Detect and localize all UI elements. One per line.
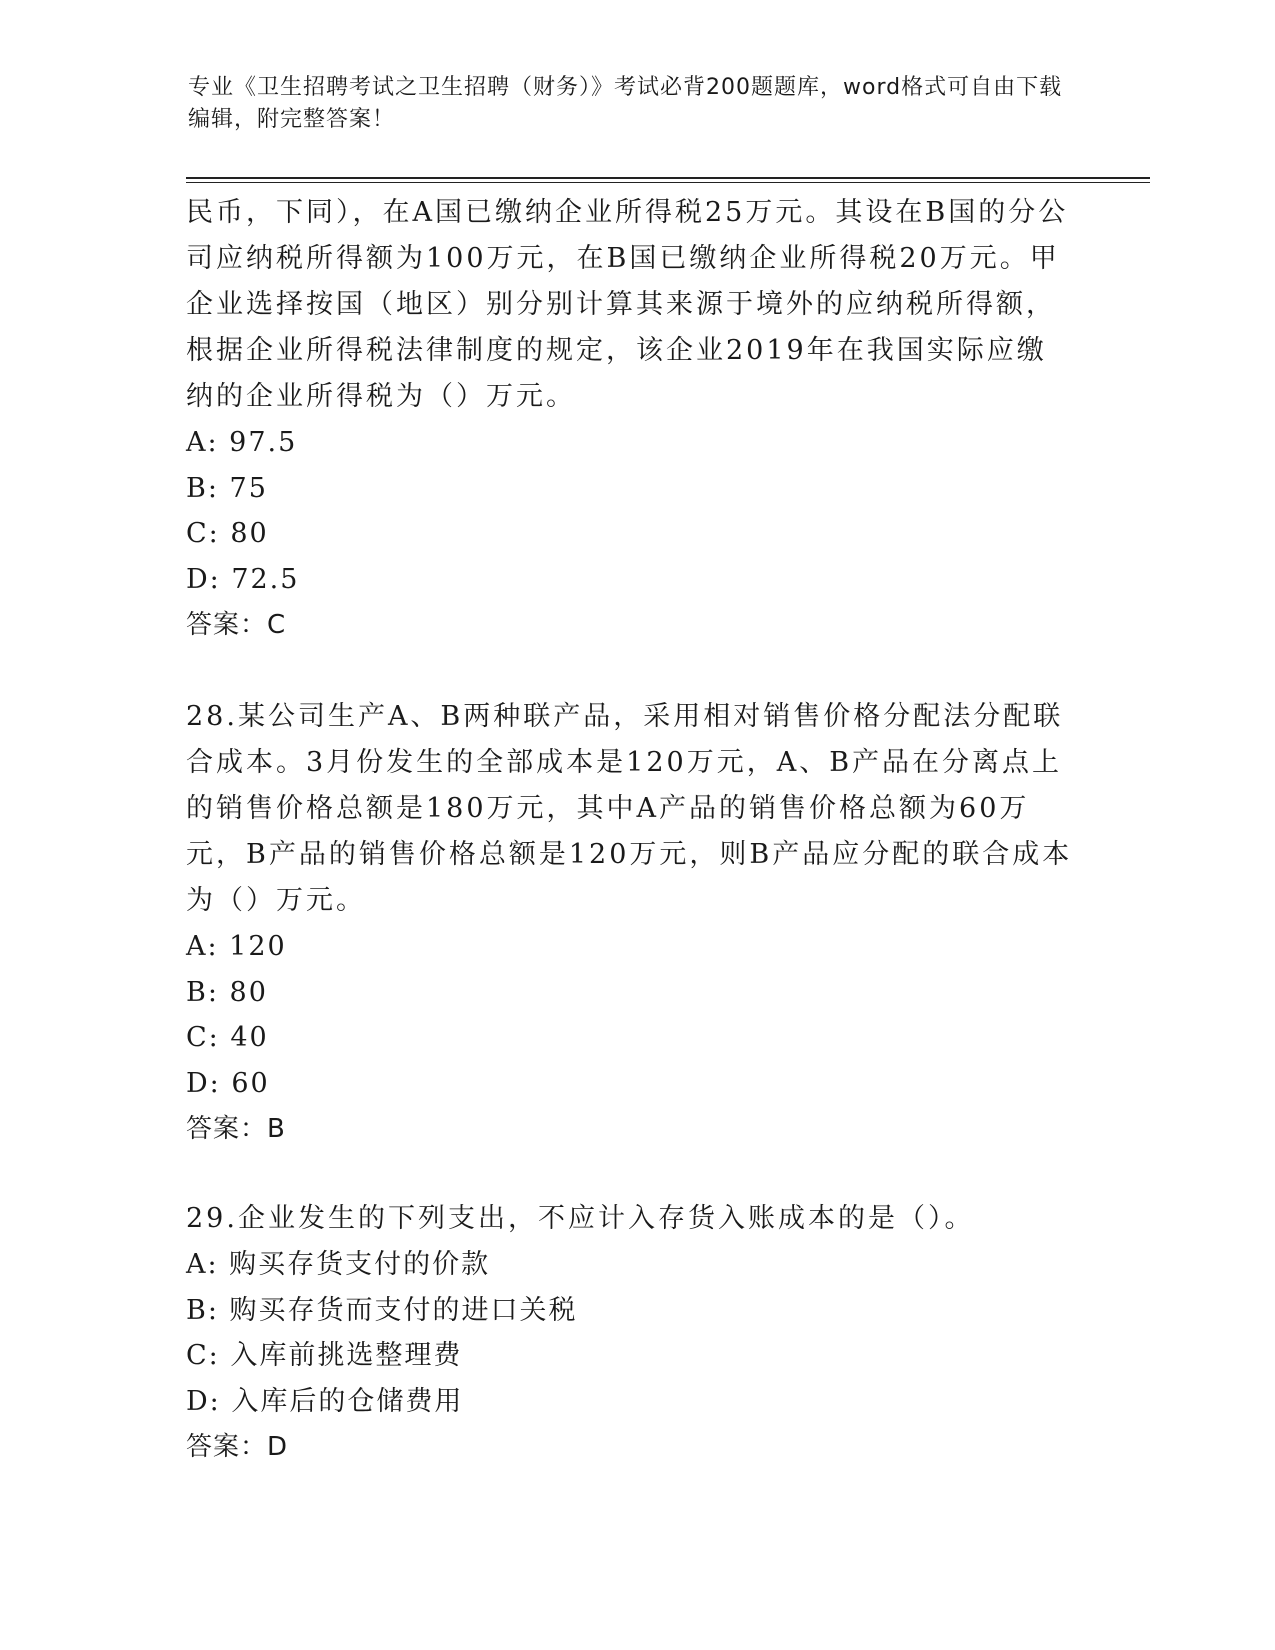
question-27-option-b: B: 75 xyxy=(186,472,268,504)
question-27-answer: 答案：C xyxy=(186,610,287,640)
question-28-answer: 答案：B xyxy=(186,1114,286,1144)
question-29-option-a: A: 购买存货支付的价款 xyxy=(186,1249,491,1280)
question-28-option-a: A: 120 xyxy=(186,931,287,962)
question-28-option-c: C: 40 xyxy=(186,1022,269,1053)
spacer xyxy=(186,648,1076,694)
question-27-option-a: A: 97.5 xyxy=(186,427,298,458)
question-28-option-d: D: 60 xyxy=(186,1067,270,1099)
question-29-option-b: B: 购买存货而支付的进口关税 xyxy=(186,1294,578,1326)
question-29-answer: 答案：D xyxy=(186,1432,289,1462)
question-29-option-c: C: 入库前挑选整理费 xyxy=(186,1340,463,1371)
question-29-block xyxy=(186,1196,1076,1470)
header-rule-thin xyxy=(186,182,1150,183)
question-28-text: 28.某公司生产A、B两种联产品，采用相对销售价格分配法分配联合成本。3月份发生的全部成本是120万元，A、B产品在分离点上的销售价格总额是180万元，其中A产品的销售价格总额为60万元，B产品的销售价格总额是120万元，则B产品应分配的联合成本为（）万元。 xyxy=(186,701,1073,916)
question-28-block xyxy=(186,694,1076,1152)
question-27-text: 民币，下同），在A国已缴纳企业所得税25万元。其设在B国的分公司应纳税所得额为100万元，在B国已缴纳企业所得税20万元。甲企业选择按国（地区）别分别计算其来源于境外的应纳税所得额，根据企业所得税法律制度的规定，该企业2019年在我国实际应缴纳的企业所得税为（）万元。 xyxy=(186,197,1069,412)
question-27-option-c: C: 80 xyxy=(186,518,269,549)
document-header: 专业《卫生招聘考试之卫生招聘（财务）》考试必背200题题库，word格式可自由下载编辑，附完整答案！ xyxy=(188,75,1063,132)
question-29-option-d: D: 入库后的仓储费用 xyxy=(186,1385,464,1417)
question-29-text: 29.企业发生的下列支出，不应计入存货入账成本的是（）。 xyxy=(186,1203,975,1234)
spacer xyxy=(186,1152,1076,1196)
question-27-block xyxy=(186,190,1076,648)
page-content xyxy=(186,190,1076,1470)
header-rule-thick xyxy=(186,177,1150,179)
question-28-option-b: B: 80 xyxy=(186,976,268,1008)
question-27-option-d: D: 72.5 xyxy=(186,563,300,595)
